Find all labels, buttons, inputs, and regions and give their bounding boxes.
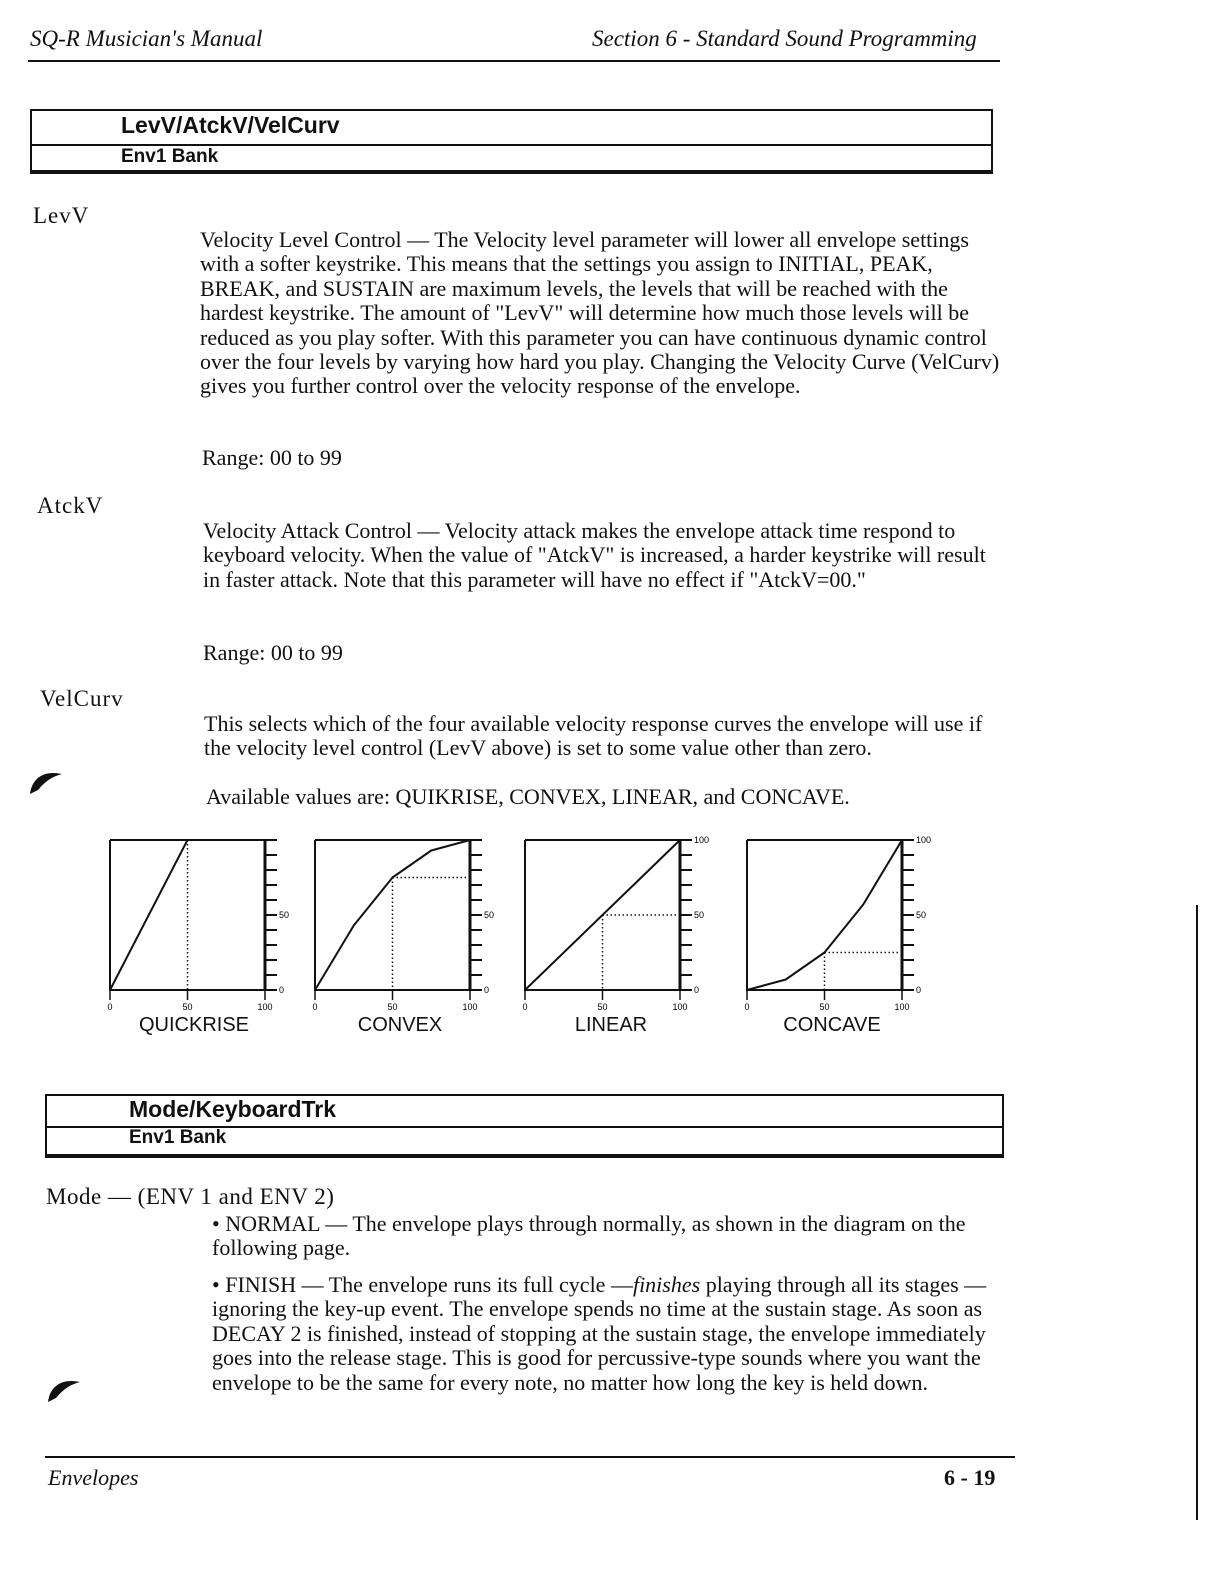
graph-x-tick-label: 0 [744, 1002, 750, 1012]
velocity-curves [0, 828, 1000, 1024]
curve-line-concave [747, 840, 902, 990]
curve-label-linear: LINEAR [574, 1014, 648, 1036]
curve-label-concave: CONCAVE [783, 1014, 881, 1036]
graph-x-tick-label: 100 [462, 1002, 478, 1012]
graph-frame-quickrise [110, 840, 265, 990]
mode-finish: • FINISH — The envelope runs its full cycle —finishes playing through all its stages — ignoring the key-up event. The envelope spends no time at the sustain stage. As soon as DECAY 2 is finished, instead of stopping at the sustain stage, the envelope immediately goes into the release stage. This is good for percussive-type sounds where you want the envelope to be the same for every note, no matter how long the key is held down. [212, 1272, 987, 1395]
term-atckv: AtckV [37, 493, 104, 518]
header-rule [28, 60, 1000, 62]
graph-y-tick-label: 50 [916, 910, 927, 920]
footer-left: Envelopes [48, 1465, 139, 1490]
graph-y-tick-label: 0 [279, 985, 285, 995]
graph-y-tick-label: 50 [279, 910, 290, 920]
graph-x-tick-label: 0 [107, 1002, 113, 1012]
graph-y-tick-label: 0 [694, 985, 700, 995]
margin-mark-icon [44, 1372, 90, 1406]
graph-x-tick-label: 50 [597, 1002, 608, 1012]
graph-x-tick-label: 0 [312, 1002, 318, 1012]
scan-edge-line [1196, 905, 1198, 1520]
levv-range: Range: 00 to 99 [202, 445, 342, 470]
graph-y-tick-label: 0 [484, 985, 490, 995]
margin-mark-icon [26, 764, 72, 798]
curve-line-quickrise [110, 840, 265, 990]
graph-x-tick-label: 100 [257, 1002, 273, 1012]
box-subtitle: Env1 Bank [121, 146, 219, 167]
atckv-description: Velocity Attack Control — Velocity attack makes the envelope attack time respond to keyboard velocity. When the value of "AtckV" is increased, a harder keystrike will result in faster attack. Note that this parameter will have no effect if "AtckV=00." [203, 518, 986, 592]
header-right: Section 6 - Standard Sound Programming [592, 26, 977, 51]
graph-y-tick-label: 100 [916, 835, 932, 845]
graph-y-tick-label: 0 [916, 985, 922, 995]
page-number: 6 - 19 [944, 1465, 996, 1490]
velcurv-available: Available values are: QUIKRISE, CONVEX, LINEAR, and CONCAVE. [206, 784, 850, 809]
graph-y-tick-label: 50 [694, 910, 705, 920]
graph-frame-concave [747, 840, 902, 990]
graph-x-tick-label: 100 [894, 1002, 910, 1012]
graph-x-tick-label: 100 [672, 1002, 688, 1012]
box-title: LevV/AtckV/VelCurv [121, 112, 340, 138]
footer-rule [45, 1456, 1015, 1458]
graph-x-tick-label: 50 [182, 1002, 193, 1012]
graph-y-tick-label: 50 [484, 910, 495, 920]
header-left: SQ-R Musician's Manual [30, 26, 263, 51]
graph-x-tick-label: 0 [522, 1002, 528, 1012]
term-levv: LevV [33, 203, 90, 228]
term-mode: Mode — (ENV 1 and ENV 2) [46, 1184, 335, 1209]
velcurv-description: This selects which of the four available velocity response curves the envelope will use if the velocity level control (LevV above) is set to some value other than zero. [204, 711, 983, 761]
curve-label-convex: CONVEX [357, 1014, 443, 1036]
box-title: Mode/KeyboardTrk [129, 1096, 337, 1122]
box-subtitle: Env1 Bank [129, 1127, 227, 1148]
curve-label-quickrise: QUICKRISE [138, 1014, 250, 1036]
graph-x-tick-label: 50 [819, 1002, 830, 1012]
levv-description: Velocity Level Control — The Velocity level parameter will lower all envelope settings with a softer keystrike. This means that the settings you assign to INITIAL, PEAK, BREAK, and SUSTAIN are maximum levels, the levels that will be reached with the hardest keystrike. The amount of "LevV" will determine how much those levels will be reduced as you play softer. With this parameter you can have continuous dynamic control over the four levels by varying how hard you play. Changing the Velocity Curve (VelCurv) gives you further control over the velocity response of the envelope. [200, 227, 1000, 399]
atckv-range: Range: 00 to 99 [203, 640, 343, 665]
mode-normal: • NORMAL — The envelope plays through normally, as shown in the diagram on the following page. [212, 1211, 966, 1261]
graph-y-tick-label: 100 [694, 835, 710, 845]
graph-x-tick-label: 50 [387, 1002, 398, 1012]
term-velcurv: VelCurv [40, 686, 124, 711]
